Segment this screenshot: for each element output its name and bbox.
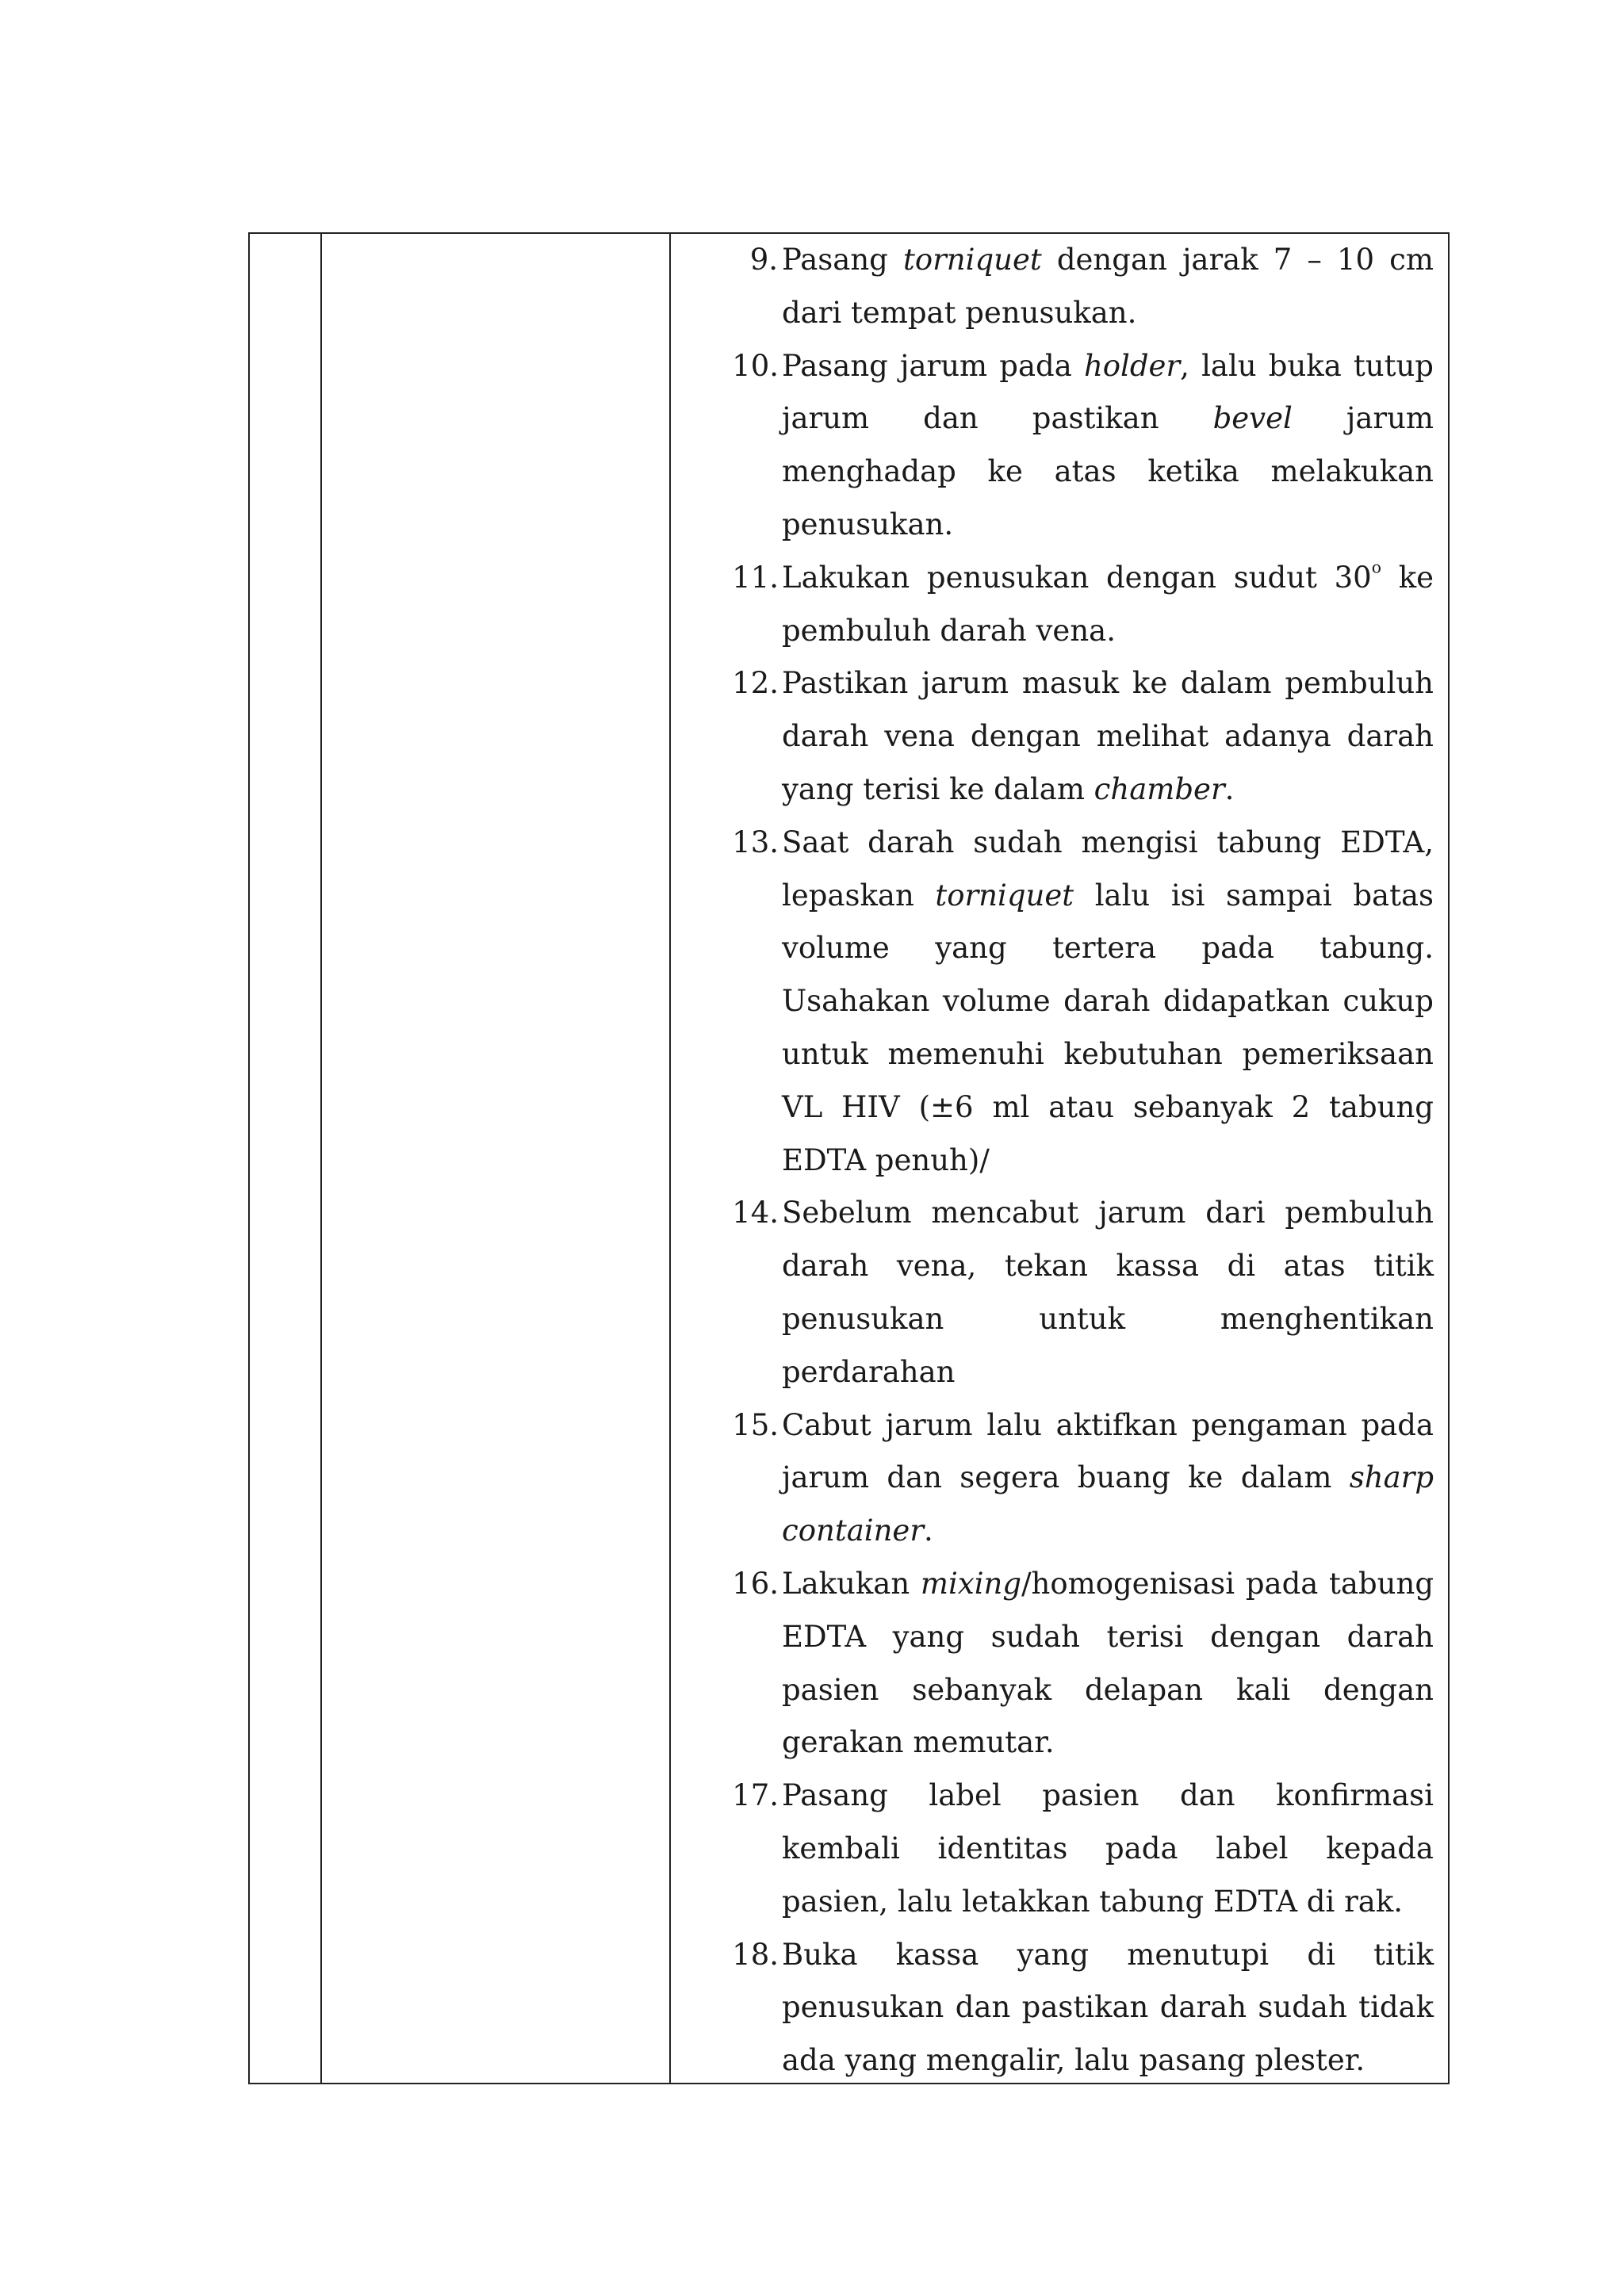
step-number: 14. (732, 1196, 779, 1230)
procedure-step (669, 1558, 1448, 1770)
step-number: 9. (749, 243, 778, 277)
step-number: 11. (732, 560, 779, 595)
column-divider-1 (320, 234, 322, 2083)
step-text: Pasang jarum pada holder, lalu buka tutup jarum dan pastikan bevel jarum menghadap ke atas ketika melakukan penusukan. (782, 348, 1434, 541)
procedure-step-list (669, 234, 1448, 2087)
procedure-step (669, 1929, 1448, 2087)
step-text: Cabut jarum lalu aktifkan pengaman pada jarum dan segera buang ke dalam sharp container. (782, 1407, 1434, 1548)
step-text: Saat darah sudah mengisi tabung EDTA, lepaskan torniquet lalu isi sampai batas volume yang tertera pada tabung. Usahakan volume darah didapatkan cukup untuk memenuhi kebutuhan pemeriksaan VL HIV (±6 ml atau sebanyak 2 tabung EDTA penuh)/ (782, 825, 1434, 1177)
step-text: Pastikan jarum masuk ke dalam pembuluh darah vena dengan melihat adanya darah yang terisi ke dalam chamber. (782, 666, 1434, 806)
step-text: Pasang label pasien dan konfirmasi kembali identitas pada label kepada pasien, lalu letakkan tabung EDTA di rak. (782, 1778, 1434, 1919)
procedure-step (669, 1770, 1448, 1928)
step-text: Buka kassa yang menutupi di titik penusukan dan pastikan darah sudah tidak ada yang mengalir, lalu pasang plester. (782, 1937, 1434, 2078)
procedure-step (669, 1399, 1448, 1558)
step-number: 12. (732, 666, 779, 701)
procedure-table (248, 232, 1450, 2084)
procedure-step (669, 1187, 1448, 1399)
step-number: 17. (732, 1778, 779, 1813)
step-text: Sebelum mencabut jarum dari pembuluh darah vena, tekan kassa di atas titik penusukan untuk menghentikan perdarahan (782, 1196, 1434, 1389)
step-number: 16. (732, 1566, 779, 1601)
step-number: 18. (732, 1937, 779, 1972)
procedure-step (669, 817, 1448, 1188)
step-text: Lakukan penusukan dengan sudut 30$^o$ ke pembuluh darah vena. (782, 557, 1434, 648)
step-number: 13. (732, 825, 779, 859)
step-text: Lakukan mixing/homogenisasi pada tabung EDTA yang sudah terisi dengan darah pasien sebanyak delapan kali dengan gerakan memutar. (782, 1566, 1434, 1760)
procedure-step (669, 552, 1448, 658)
procedure-step (669, 234, 1448, 340)
procedure-step (669, 657, 1448, 816)
step-number: 10. (732, 348, 779, 383)
step-text: Pasang torniquet dengan jarak 7 – 10 cm dari tempat penusukan. (782, 243, 1434, 330)
procedure-step (669, 340, 1448, 552)
step-number: 15. (732, 1407, 779, 1442)
